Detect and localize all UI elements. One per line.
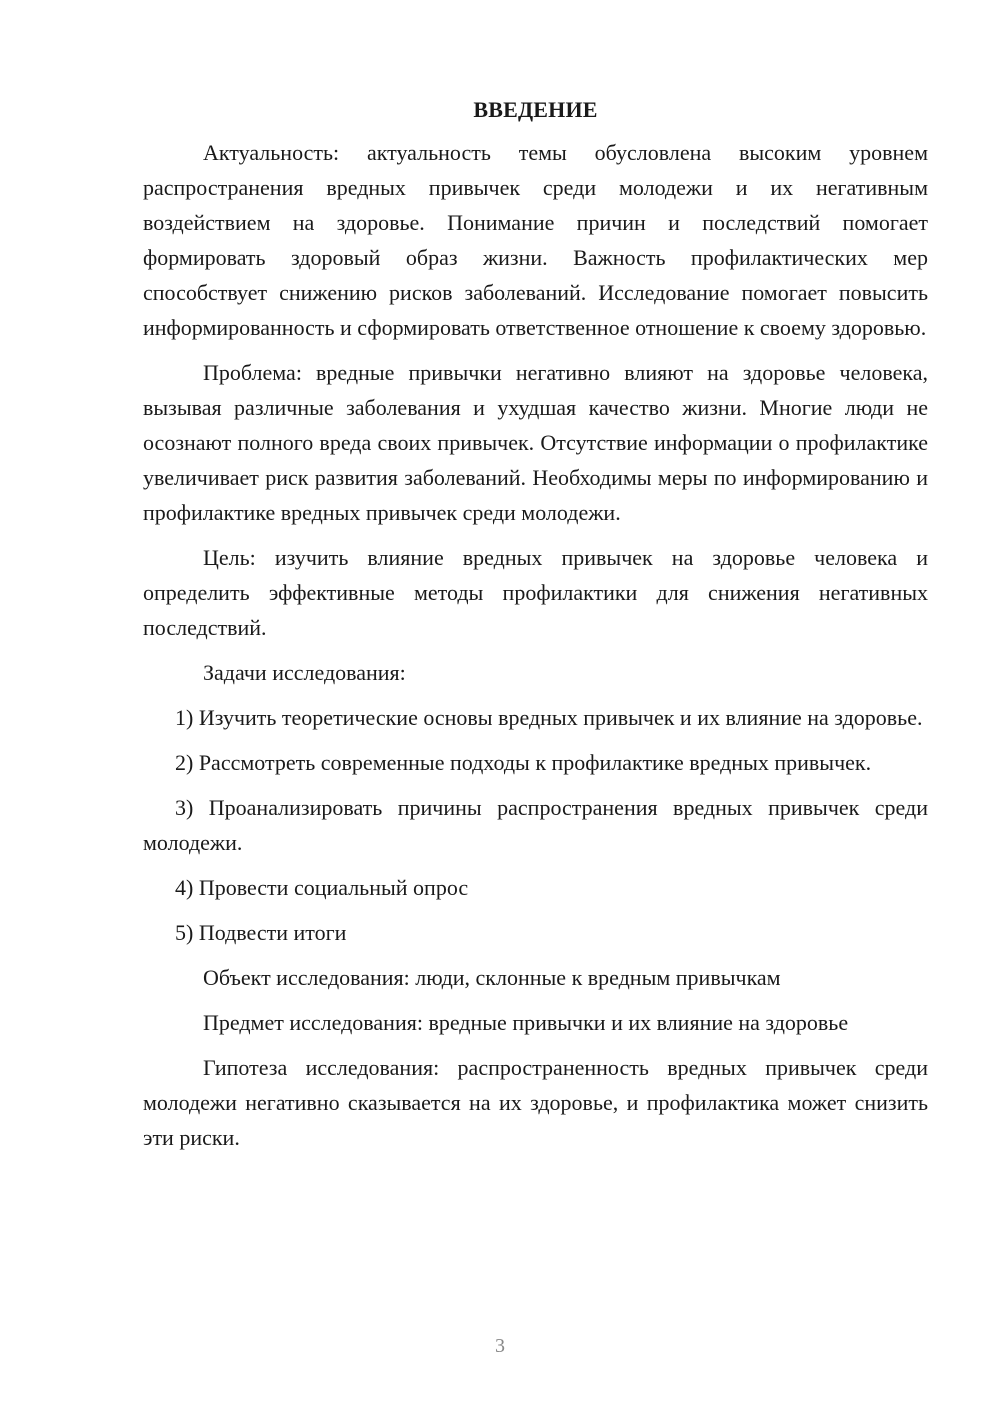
goal-paragraph: Цель: изучить влияние вредных привычек на здоровье человека и определить эффективные методы профилактики для снижения негативных последствий.	[143, 545, 928, 640]
subject-paragraph: Предмет исследования: вредные привычки и их влияние на здоровье	[203, 1010, 849, 1035]
task-item-5: 5) Подвести итоги	[175, 920, 347, 945]
task-item-2: 2) Рассмотреть современные подходы к профилактике вредных привычек.	[175, 750, 872, 775]
relevance-paragraph: Актуальность: актуальность темы обусловлена высоким уровнем распространения вредных привычек среди молодежи и их негативным воздействием на здоровье. Понимание причин и последствий помогает формировать здоровый образ жизни. Важность профилактических мер способствует снижению рисков заболеваний. Исследование помогает повысить информированность и сформировать ответственное отношение к своему здоровью.	[143, 140, 928, 340]
tasks-list	[143, 700, 928, 950]
task-item-1: 1) Изучить теоретические основы вредных привычек и их влияние на здоровье.	[175, 705, 923, 730]
tasks-heading: Задачи исследования:	[203, 660, 406, 685]
task-item-4: 4) Провести социальный опрос	[175, 875, 469, 900]
task-item-3: 3) Проанализировать причины распространения вредных привычек среди молодежи.	[143, 795, 928, 855]
problem-paragraph: Проблема: вредные привычки негативно влияют на здоровье человека, вызывая различные заболевания и ухудшая качество жизни. Многие люди не осознают полного вреда своих привычек. Отсутствие информации о профилактике увеличивает риск развития заболеваний. Необходимы меры по информированию и профилактике вредных привычек среди молодежи.	[143, 360, 928, 525]
page-number: 3	[495, 1335, 505, 1357]
page-title: ВВЕДЕНИЕ	[473, 97, 598, 122]
hypothesis-paragraph: Гипотеза исследования: распространенность вредных привычек среди молодежи негативно сказывается на их здоровье, и профилактика может снизить эти риски.	[143, 1055, 928, 1150]
document-page	[143, 95, 928, 1165]
object-paragraph: Объект исследования: люди, склонные к вредным привычкам	[203, 965, 781, 990]
